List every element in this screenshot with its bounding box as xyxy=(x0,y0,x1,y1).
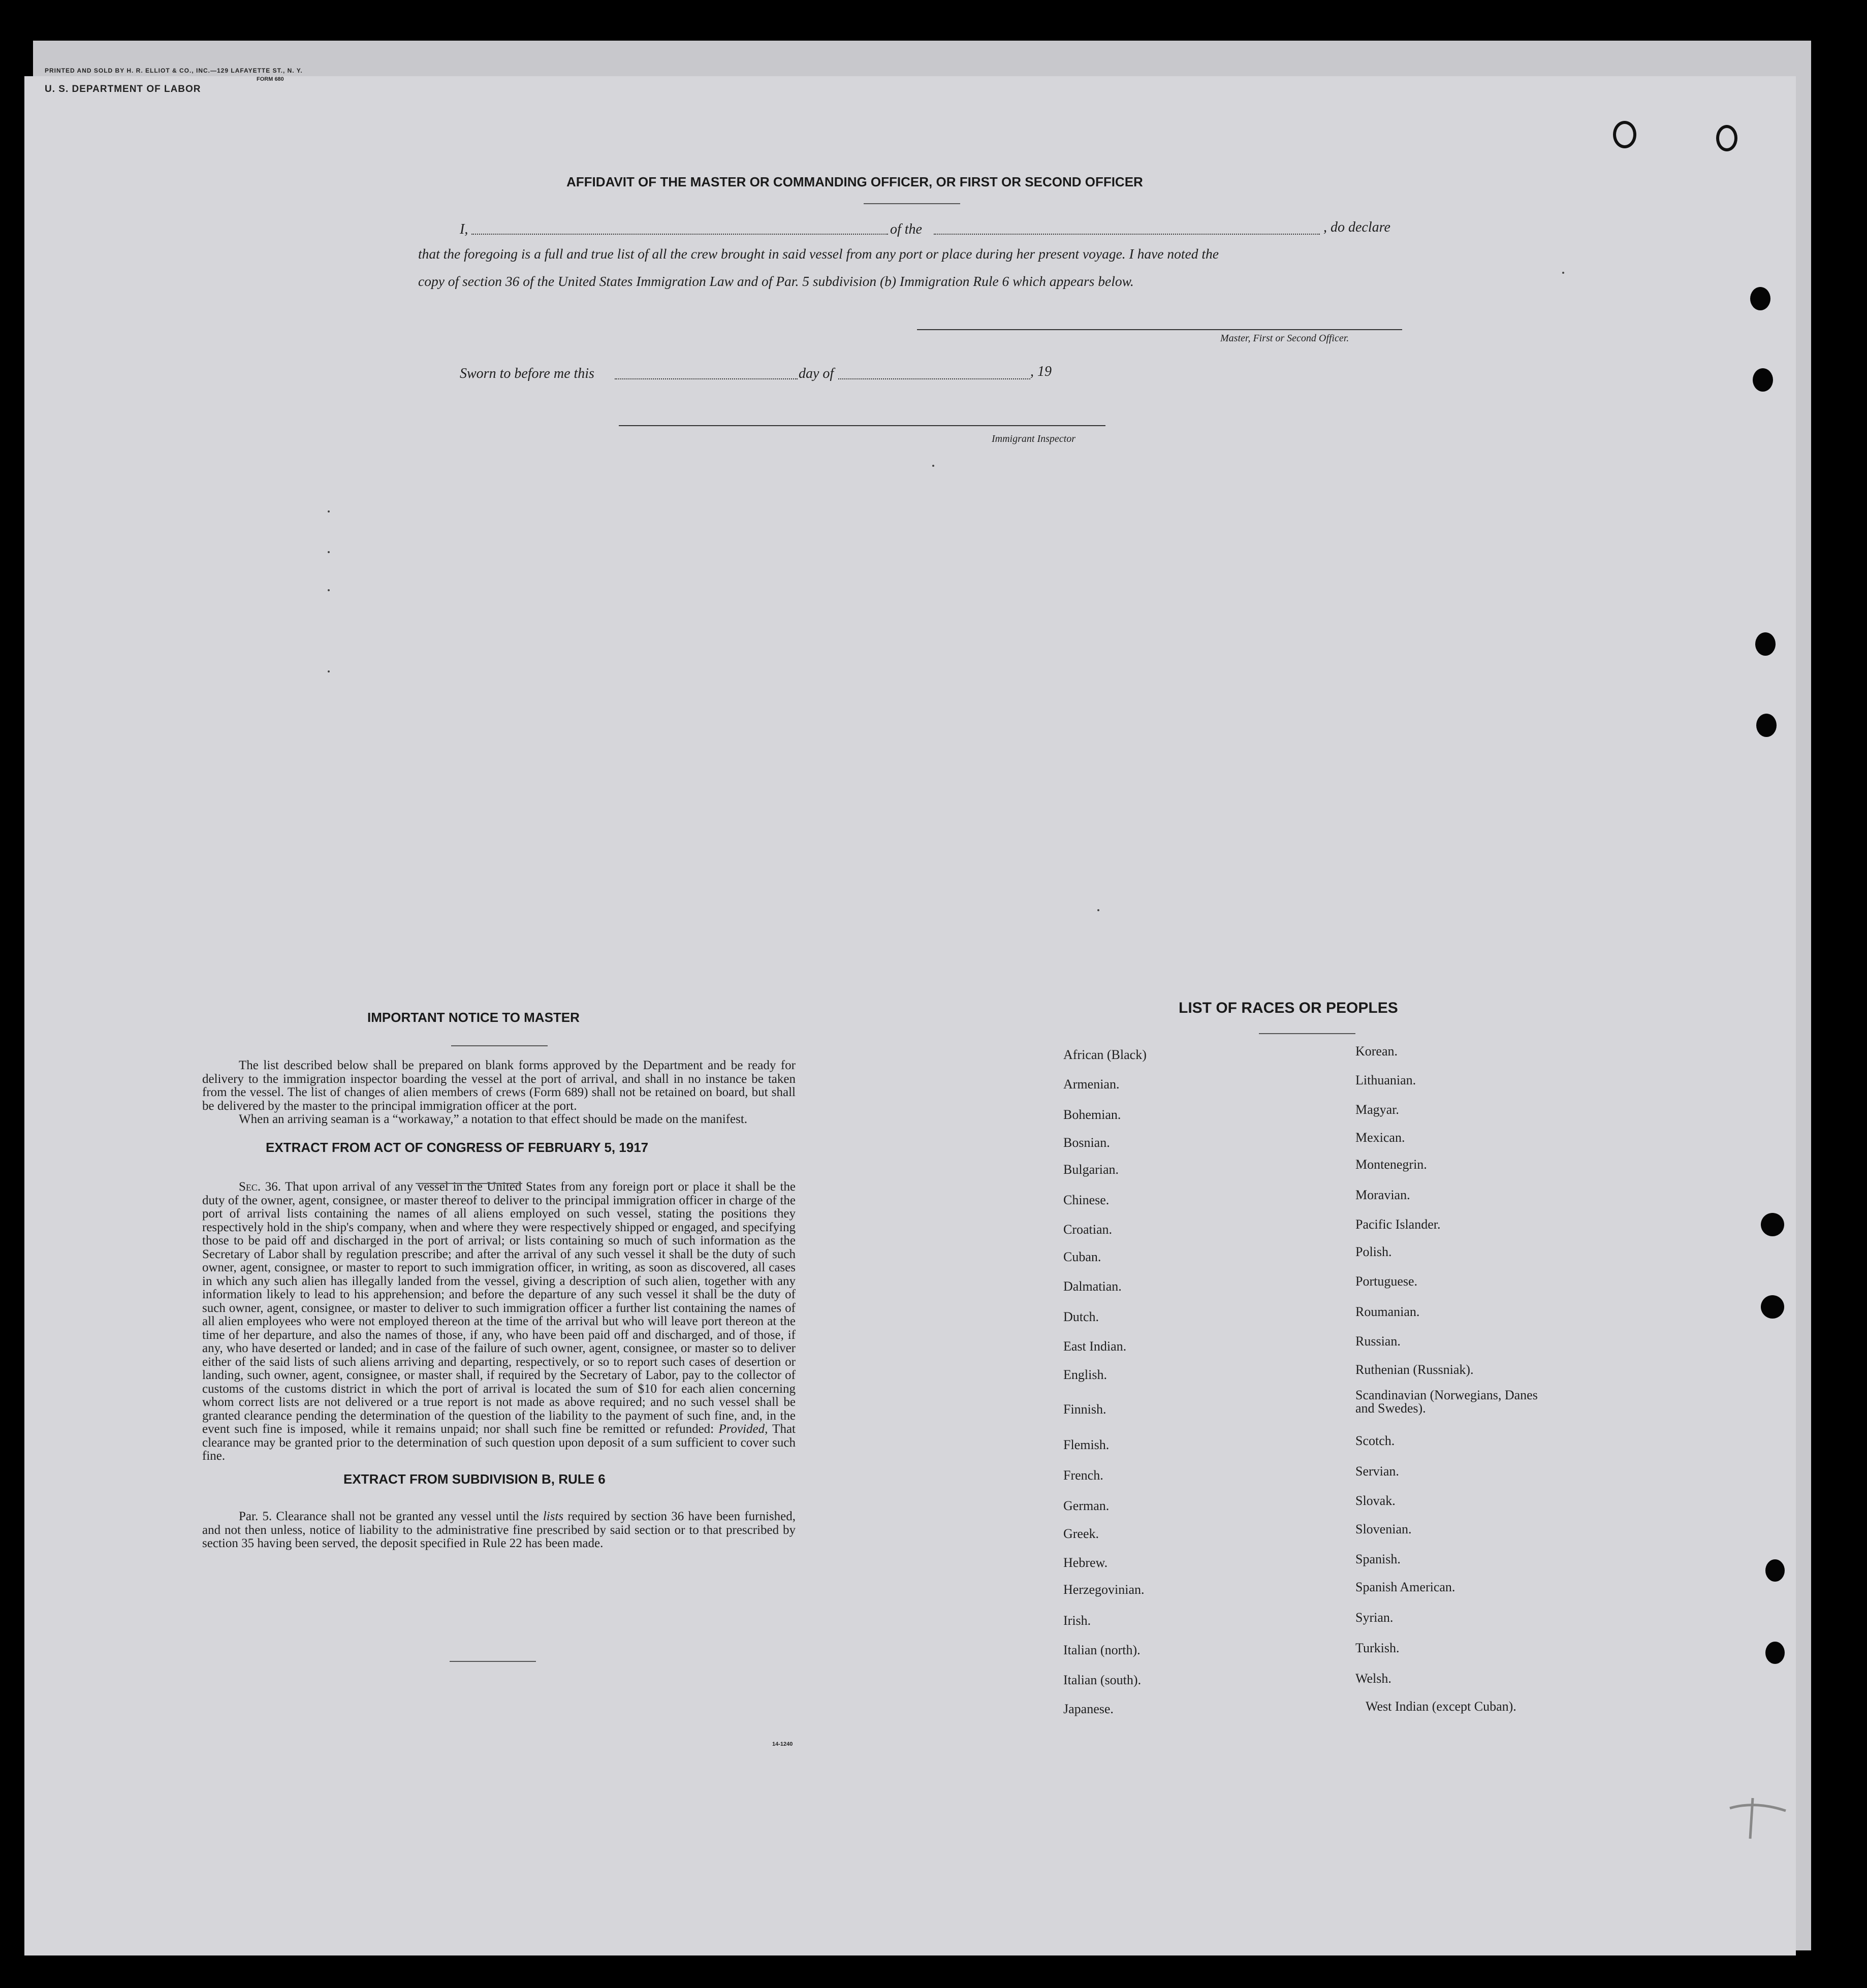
punch-hole xyxy=(1761,1295,1784,1319)
race-item: African (Black) xyxy=(1063,1047,1147,1062)
printer-imprint: PRINTED AND SOLD BY H. R. ELLIOT & CO., INC.—129 LAFAYETTE ST., N. Y. xyxy=(45,67,303,74)
affidavit-title: AFFIDAVIT OF THE MASTER OR COMMANDING OFFICER, OR FIRST OR SECOND OFFICER xyxy=(566,174,1143,189)
race-item: Polish. xyxy=(1355,1244,1392,1259)
rule-extract-title: EXTRACT FROM SUBDIVISION B, RULE 6 xyxy=(343,1471,606,1487)
race-item: East Indian. xyxy=(1063,1339,1127,1354)
race-item: Herzegovinian. xyxy=(1063,1582,1145,1597)
handwritten-mark xyxy=(1725,1788,1791,1844)
sworn-date-field[interactable] xyxy=(615,378,798,379)
rule-text-b: required by section 36 have been furnished, and not then unless, notice of liability to the administrative fine prescribed by said section or to that prescribed by section 35 having been served, the deposit specified in Rule 22 has been made. xyxy=(202,1510,796,1550)
punch-hole xyxy=(1716,125,1737,151)
race-item: German. xyxy=(1063,1498,1110,1513)
race-item: Dalmatian. xyxy=(1063,1279,1122,1294)
punch-hole xyxy=(1755,632,1776,656)
sec-text-b: That clearance may be granted prior to the determination of such question upon deposit of a sum sufficient to cover such fine. xyxy=(202,1422,796,1463)
punch-hole xyxy=(1750,287,1770,310)
scan-speck xyxy=(328,551,330,553)
officer-signature-line[interactable] xyxy=(917,329,1402,330)
race-item: Portuguese. xyxy=(1355,1274,1418,1289)
race-item: Finnish. xyxy=(1063,1402,1106,1417)
race-item: Italian (south). xyxy=(1063,1673,1142,1687)
race-item: Bohemian. xyxy=(1063,1107,1121,1122)
affidavit-line-2: that the foregoing is a full and true list of all the crew brought in said vessel from any port or place during her present voyage. I have noted the xyxy=(418,246,1219,262)
affidavit-declare: , do declare xyxy=(1323,219,1390,235)
race-item: Scandinavian (Norwegians, Danes and Swedes). xyxy=(1355,1388,1538,1416)
affidavit-of-the: of the xyxy=(890,221,922,237)
race-item: Roumanian. xyxy=(1355,1304,1420,1319)
race-item: Welsh. xyxy=(1355,1671,1391,1686)
race-item: Armenian. xyxy=(1063,1077,1120,1092)
rule-lists: lists xyxy=(543,1510,564,1523)
affidavit-i: I, xyxy=(460,221,468,237)
race-item: Servian. xyxy=(1355,1464,1399,1479)
race-item: Chinese. xyxy=(1063,1193,1110,1207)
sec-provided: Provided, xyxy=(718,1422,768,1436)
department-header: U. S. DEPARTMENT OF LABOR xyxy=(45,84,201,94)
sec-text-a: That upon arrival of any vessel in the United States from any foreign port or place it shall be the duty of the owner, agent, consignee, or master thereof to deliver to the principal immigration officer in charge of the port of arrival lists containing the names of all aliens employed on such vessel, stating the positions they respectively hold in the ship's company, when and where they were respectively shipped or engaged, and specifying those to be paid off and discharged in the port of arrival; or lists containing so much of such information as the Secretary of Labor shall by regulation prescribe; and after the arrival of any such vessel it shall be the duty of such owner, agent, consignee, or master to report to such immigration officer, in writing, as soon as discovered, all cases in which any such alien has illegally landed from the vessel, giving a description of such alien, together with any information likely to lead to his apprehension; and before the departure of any such vessel it shall be the duty of such owner, agent, consignee, or master to deliver to such immigration officer a further list containing the names of all alien employees who were not employed thereon at the time of the arrival but who will leave port thereon at the time of her departure, and also the names of those, if any, who have been paid off and discharged, and of those, if any, who have deserted or landed; and in case of the failure of such owner, agent, consignee, or master so to deliver either of the said lists of such aliens arriving and departing, respectively, or so to report such cases of desertion or landing, such owner, agent, consignee, or master shall, if required by the Secretary of Labor, pay to the collector of customs of the customs district in which the port of arrival is located the sum of $10 for each alien concerning whom correct lists are not delivered or a true report is not made as above required; and no such vessel shall be granted clearance pending the determination of the question of the liability to the payment of such fine, and, in the event such fine is imposed, while it remains unpaid; nor shall such fine be remitted or refunded: xyxy=(202,1180,796,1436)
race-item: Russian. xyxy=(1355,1334,1401,1349)
punch-hole xyxy=(1613,121,1636,148)
affidavit-line-3: copy of section 36 of the United States Immigration Law and of Par. 5 subdivision (b) Immigration Rule 6 which appears below. xyxy=(418,273,1134,289)
vessel-name-field[interactable] xyxy=(934,234,1320,235)
race-item: Korean. xyxy=(1355,1044,1398,1059)
scan-speck xyxy=(328,670,330,672)
print-code: 14-1240 xyxy=(772,1741,793,1747)
races-title-rule xyxy=(1259,1033,1355,1034)
race-item: Spanish. xyxy=(1355,1552,1401,1566)
punch-hole xyxy=(1765,1559,1785,1582)
punch-hole xyxy=(1756,714,1777,737)
sec-label: Sec. 36. xyxy=(239,1180,281,1194)
notice-body xyxy=(202,1059,796,1551)
punch-hole xyxy=(1761,1213,1784,1236)
rule-extract-rule xyxy=(450,1661,536,1662)
sworn-prefix: Sworn to before me this xyxy=(460,366,594,381)
notice-title-rule xyxy=(451,1045,548,1046)
notice-para-2: When an arriving seaman is a “workaway,” a notation to that effect should be made on the manifest. xyxy=(239,1112,748,1126)
race-item: Bosnian. xyxy=(1063,1135,1110,1150)
race-item: Flemish. xyxy=(1063,1437,1110,1452)
race-item: Bulgarian. xyxy=(1063,1162,1119,1177)
act-section-36 xyxy=(202,1180,796,1463)
notice-para-1: The list described below shall be prepared on blank forms approved by the Department and be ready for delivery to the immigration inspector boarding the vessel at the port of arrival, and shall in no instance be taken from the vessel. The list of changes of alien members of crews (Form 689) shall not be retained on board, but shall be delivered by the master to the principal immigration officer at the port. xyxy=(202,1059,796,1113)
races-title: LIST OF RACES OR PEOPLES xyxy=(1179,1000,1398,1016)
race-item: Ruthenian (Russniak). xyxy=(1355,1362,1474,1377)
scan-speck xyxy=(1562,272,1564,274)
scan-speck xyxy=(328,510,330,512)
race-item: Slovak. xyxy=(1355,1493,1396,1508)
race-item: Mexican. xyxy=(1355,1130,1405,1145)
race-item: French. xyxy=(1063,1468,1103,1483)
act-extract-title: EXTRACT FROM ACT OF CONGRESS OF FEBRUARY 5, 1917 xyxy=(266,1139,649,1155)
race-item: Italian (north). xyxy=(1063,1643,1141,1657)
race-item: Hebrew. xyxy=(1063,1555,1108,1570)
affidavit-title-rule xyxy=(864,203,960,204)
sworn-month-field[interactable] xyxy=(838,378,1030,379)
scan-speck xyxy=(328,589,330,591)
sworn-day-of: day of xyxy=(799,366,834,381)
race-item: West Indian (except Cuban). xyxy=(1366,1699,1516,1714)
punch-hole xyxy=(1765,1642,1785,1664)
race-item: Scotch. xyxy=(1355,1433,1395,1448)
inspector-signature-line[interactable] xyxy=(619,425,1105,426)
race-item: Moravian. xyxy=(1355,1188,1410,1202)
form-number: FORM 680 xyxy=(257,76,284,82)
race-item: Magyar. xyxy=(1355,1102,1399,1117)
inspector-label: Immigrant Inspector xyxy=(992,433,1075,444)
race-item: Croatian. xyxy=(1063,1222,1113,1237)
race-item: Pacific Islander. xyxy=(1355,1217,1441,1232)
race-item: English. xyxy=(1063,1367,1107,1382)
race-item: Slovenian. xyxy=(1355,1522,1412,1536)
race-item: Lithuanian. xyxy=(1355,1073,1416,1087)
race-item: Turkish. xyxy=(1355,1641,1400,1655)
race-item: Japanese. xyxy=(1063,1702,1114,1716)
form-page xyxy=(24,76,1796,1955)
affiant-name-field[interactable] xyxy=(471,234,888,235)
race-item: Greek. xyxy=(1063,1526,1099,1541)
scan-speck xyxy=(1097,909,1099,911)
scan-speck xyxy=(932,465,934,467)
officer-signature-label: Master, First or Second Officer. xyxy=(1220,333,1349,344)
sworn-year: , 19 xyxy=(1030,364,1052,379)
race-item: Dutch. xyxy=(1063,1309,1099,1324)
rule-par-5 xyxy=(202,1510,796,1551)
punch-hole xyxy=(1753,368,1773,392)
race-item: Syrian. xyxy=(1355,1610,1394,1625)
race-item: Montenegrin. xyxy=(1355,1157,1427,1172)
race-item: Spanish American. xyxy=(1355,1580,1455,1594)
act-extract-rule xyxy=(416,1183,522,1184)
rule-text-a: Par. 5. Clearance shall not be granted any vessel until the xyxy=(239,1510,543,1523)
race-item: Irish. xyxy=(1063,1613,1091,1628)
race-item: Cuban. xyxy=(1063,1249,1101,1264)
notice-title: IMPORTANT NOTICE TO MASTER xyxy=(367,1010,580,1025)
